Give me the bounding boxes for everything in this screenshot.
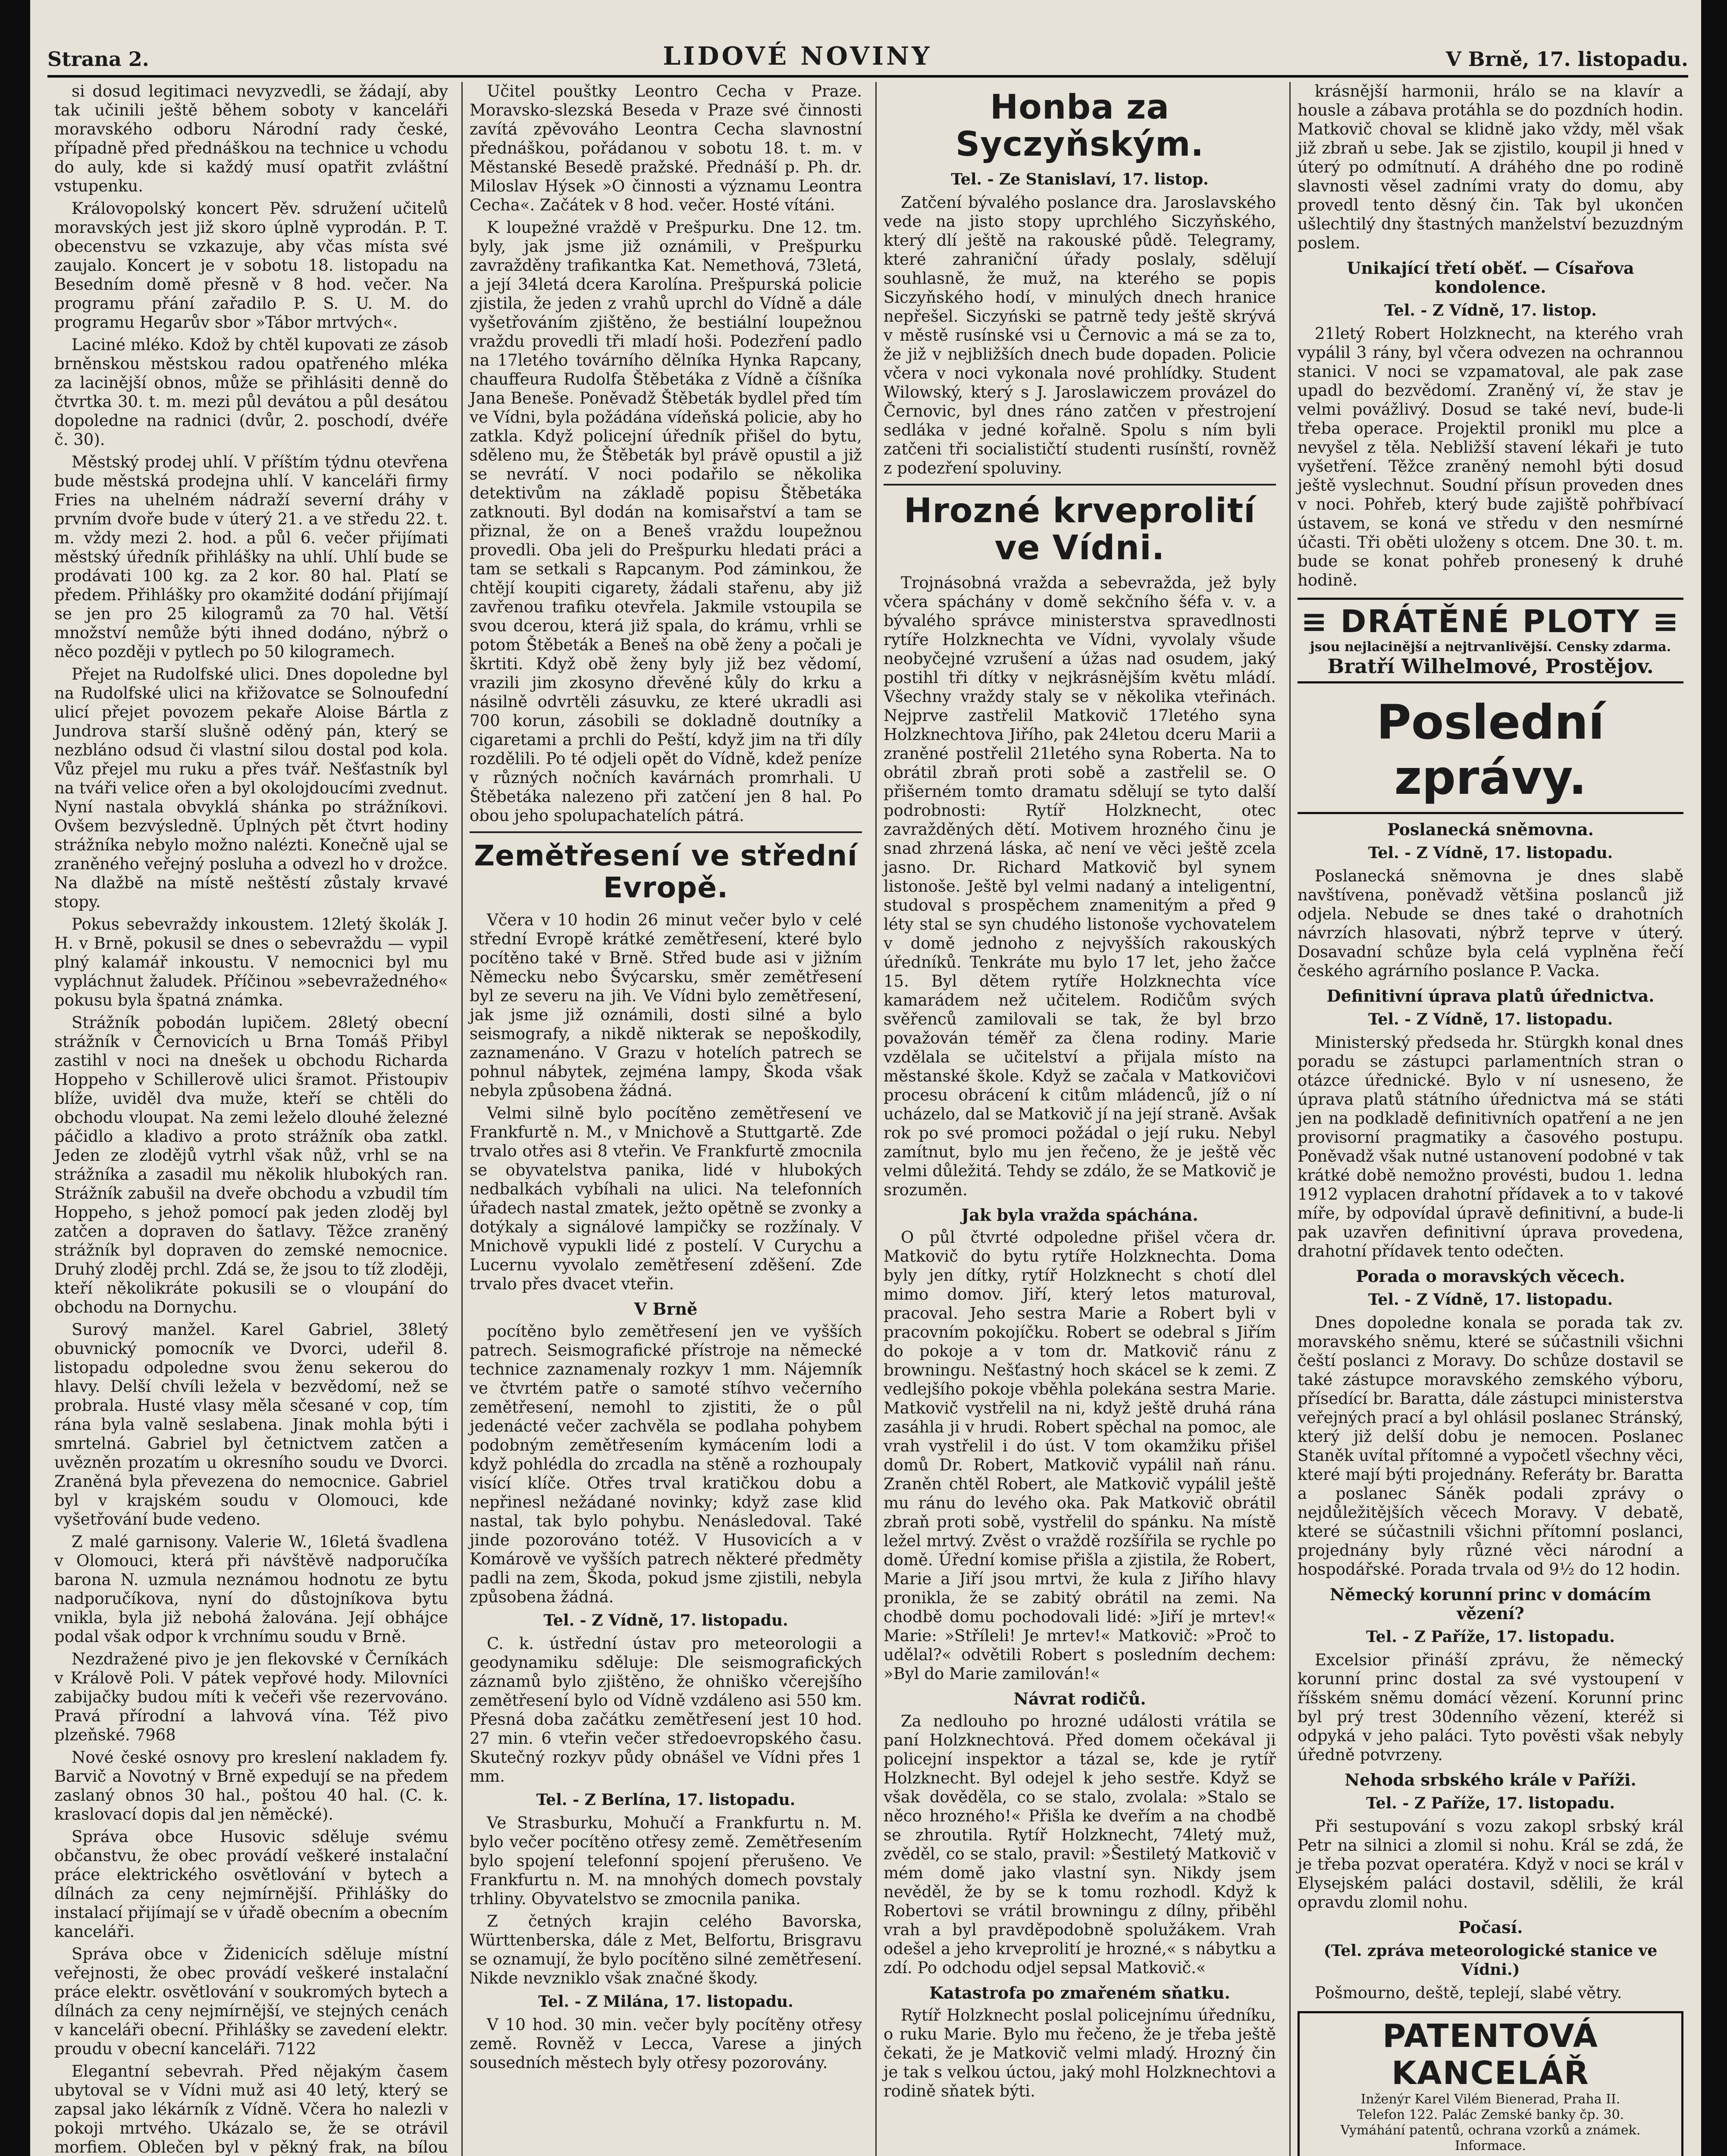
telegram-dateline: Tel. - Z Berlína, 17. listopadu.: [536, 1791, 796, 1809]
patent-line: Vymáhání patentů, ochrana vzorků a známek. Informace.: [1340, 2123, 1641, 2153]
paragraph: Správa obce v Židenicích sděluje místní veřejnosti, že obec provádí veškeré instalační práce elektr. osvětlování v soukromých bytech a dílnách za ceny nejmírnější, ve stejných cenách v kanceláři obecní. Přihlášky se zavedení elektr. proudu v obecní kanceláři. 7122: [54, 1945, 448, 2058]
ad-title: ≡ DRÁTĚNÉ PLOTY ≡: [1301, 603, 1680, 639]
telegram-dateline: Tel. - Z Vídně, 17. listopadu.: [1368, 844, 1613, 862]
column-4: [1289, 82, 1690, 2156]
telegram-dateline: Tel. - Z Vídně, 17. listop.: [1384, 301, 1597, 320]
telegram-dateline: Tel. - Z Paříže, 17. listopadu.: [1366, 1628, 1615, 1646]
columns: [47, 82, 1690, 2156]
paragraph: Elegantní sebevrah. Před nějakým časem ubytoval se v Vídni muž asi 40 letý, který se zapsal jako lékárník z Vídně. Včera ho nalezli v pokoji mrtvého. Ukázalo se, že se otrávil morfiem. Oblečen byl v pěkný frak, na bílou: [54, 2062, 448, 2156]
paragraph: Královopolský koncert Pěv. sdružení učitelů moravských jest již skoro úplně vyprodán. P. T. obecenstvu se vzkazuje, aby včas místa své zaujalo. Koncert je v sobotu 18. listopadu na Besedním domě přesně v 8 hod. večer. Na programu přání zařadilo P. S. U. M. do programu Hegarův sbor »Tábor mrtvých«.: [54, 199, 448, 332]
paragraph: Městský prodej uhlí. V příštím týdnu otevřena bude městská prodejna uhlí. V kanceláři firmy Fries na uhelném nádraží severní dráhy v prvním dvoře bude v úterý 21. a ve středu 22. t. m. vždy mezi 2. hod. a půl 6. večer přijímati městský úředník přihlášky na uhlí. Uhlí bude se prodávati 100 kg. za 2 kor. 80 hal. Platí se předem. Přihlášky pro okamžité dodání přijímají se jen pro 25 kilogramů za 70 hal. Větší množství nemůže býti ihned dodáno, nýbrž o něco později v pytlech po 50 kilogramech.: [54, 453, 448, 661]
headline-earthquake: Zemětřesení ve střední Evropě.: [474, 839, 858, 904]
paragraph: Rytíř Holzknecht poslal policejnímu úředníku, o ruku Marie. Bylo mu řečeno, že je třeba ještě čekati, že je Matkovič velmi mladý. Hrozný čin je tak s velkou úctou, jaký mohl Holzknechtovi a rodině sňatek býti.: [884, 2006, 1276, 2100]
paragraph: Trojnásobná vražda a sebevražda, jež byly včera spáchány v domě sekčního šéfa v. v. a bývalého správce ministerstva spravedlnosti rytíře Holzknechta ve Vídni, vyvolaly všude neobyčejné vzrušení a úžas nad osudem, jaký postihl tři dítky v nejkrásnějším květu mládí. Všechny vraždy staly se v několika vteřinách. Nejprve zastřelil Matkovič 17letého syna Holzknechtova Jiřího, pak 24letou dceru Marii a zraněné postřelil 21letého syna Roberta. Na to obrátil zbraň proti sobě a zastřelil se. O přišerném tomto dramatu sdělují se tyto další podrobnosti: Rytíř Holzknecht, otec zavražděných dětí. Motivem hrozného činu je snad zhrzená láska, ač není ve věci ještě zcela jasno. Dr. Richard Matkovič byl synem listonoše. Ještě byl velmi nadaný a inteligentní, studoval s prospěchem znamenitým a před 9 léty stal se syn chudého listonoše vychovatelem v domě jednoho z nejvyšších rakouských úředníků. Tenkráte mu bylo 17 let, jeho žačce 15. Byl dětem rytíře Holzknechta více kamarádem než učitelem. Rodičům svých svěřenců zamilovali se tak, že byl brzo považován téměř za člena rodiny. Marie vzdělala se učitelství a přijala místo na městanské škole. Když se začala v Matkovičovi procesu obrácení k citům mládenců, jíž o ní ucházelo, dal se Matkovič jí na její straně. Avšak rok po své promoci požádal o její ruku. Nebyl zamítnut, bylo mu jen řečeno, že je ještě věc velmi důležitá. Tehdy se zdálo, že se Matkovič je srozuměn.: [884, 573, 1276, 1199]
paragraph: Laciné mléko. Kdož by chtěl kupovati ze zásob brněnskou městskou radou opatřeného mléka za lacinější obnos, může se přihlásiti denně do čtvrtka 30. t. m. mezi půl devátou a půl desátou dopoledne na radnici (dvůr, 2. poschodí, dvéře č. 30).: [54, 335, 448, 449]
paragraph: Z četných krajin celého Bavorska, Württenberska, dále z Met, Belfortu, Brisgravu se oznamují, že bylo pocítěno silné zemětřesení. Nikde nevzniklo však značné škody.: [470, 1912, 862, 1987]
page-number: Strana 2.: [47, 47, 149, 71]
paragraph: Z malé garnisony. Valerie W., 16letá švadlena v Olomouci, která při návštěvě nadporučíka barona N. uzmula neznámou hodnotu ze bytu nadporučíkova, nyní do důstojníkova bytu vnikla, byla již nebohá žalována. Její obhájce podal však odpor k vrchnímu soudu v Brně.: [54, 1532, 448, 1646]
subhead: Návrat rodičů.: [1013, 1689, 1146, 1708]
subhead: Unikající třetí oběť. — Císařova kondolence.: [1347, 258, 1634, 297]
latest-news-heading: Poslední zprávy.: [1298, 691, 1683, 814]
weather-heading: Počasí.: [1458, 1918, 1523, 1937]
paragraph: Nezdražené pivo je jen flekovské v Černíkách v Králově Poli. V pátek vepřové hody. Milovníci zabijačky budou míti k večeři vše rezervováno. Pravá přírodní a lahvová vína. Též pivo plzeňské. 7968: [54, 1650, 448, 1744]
paragraph: krásnější harmonii, hrálo se na klavír a housle a zábava protáhla se do pozdních hodin. Matkovič choval se klidně jako vždy, měl však již zbraň u sebe. Jak se zjistilo, koupil ji hned v úterý po odmítnutí. A dráhého dne po rodině slavnosti věsel zadními vraty do domu, aby provedl tento děsný čin. Tak byl ukončen ušlechtilý dny štastných manželství bezuzdným poslem.: [1298, 82, 1683, 252]
patent-title: PATENTOVÁ KANCELÁŘ: [1382, 2018, 1598, 2092]
headline-syczynsky: Honba za Syczyňským.: [955, 88, 1204, 164]
paragraph: Při sestupování s vozu zakopl srbský král Petr na silnici a zlomil si nohu. Král se zdá, že je třeba pozvat operatéra. Když v noci se král v Elysejském paláci dostavil, sdělili, že král opravdu zlomil nohu.: [1298, 1817, 1683, 1912]
divider: [884, 484, 1276, 486]
paragraph: Velmi silně bylo pocítěno zemětřesení ve Frankfurtě n. M., v Mnichově a Stuttgartě. Zde trvalo otřes asi 8 vteřin. Ve Frankfurtě zmocnila se obyvatelstva panika, lidé v hlubokých nedbalkách vybíhali na ulici. Na telefonních úřadech nastal zmatek, ježto opětně se zvonky a dotýkaly a signálové lampičky se rozžínaly. V Mnichově vypukli lidé z postelí. V Curychu a Lucernu vyvolalo zemětřesení zděšení. Zde trvalo přes dvacet vteřin.: [470, 1104, 862, 1293]
subhead: Německý korunní princ v domácím vězení?: [1329, 1585, 1652, 1623]
paragraph: Excelsior přináší zprávu, že německý korunní princ dostal za své vystoupení v říšském sněmu domácí vězení. Korunní princ byl prý trest 30denního vězení, kteréž si odpyká v jeho paláci. Tyto pověsti však nebyly úředně potvrzeny.: [1298, 1651, 1683, 1764]
patent-line: Inženýr Karel Vilém Bienerad, Praha II.: [1360, 2092, 1620, 2107]
paragraph: Přejet na Rudolfské ulici. Dnes dopoledne byl na Rudolfské ulici na křižovatce se Solnoufední ulicí přejet povozem pekaře Aloise Bártla z Jundrova starší slušně oděný pán, který se nezbláno odsud či vlastní silou dostal pod kola. Vůz přejel mu ruku a přes tvář. Nešťastník byl na tváři velice ořen a byl okolojdoucími zvednut. Nyní nastala obvyklá shánka po strážníkovi. Ovšem bezvýsledně. Úplných pět čtvrt hodiny strážníka nebylo možno nalézti. Konečně ujal se zraněného veřejný posluha a odvezl ho v drožce. Na dlažbě na místě neštěstí zůstaly krvavé stopy.: [54, 665, 448, 911]
subhead: Katastrofa po zmařeném sňatku.: [929, 1983, 1230, 2002]
telegram-dateline: Tel. - Ze Stanislaví, 17. listop.: [951, 170, 1209, 188]
subhead: Definitivní úprava platů úřednictva.: [1326, 986, 1655, 1006]
telegram-dateline: Tel. - Z Vídně, 17. listopadu.: [1368, 1291, 1613, 1309]
telegram-dateline: Tel. - Z Milána, 17. listopadu.: [538, 1993, 793, 2011]
column-1: [47, 82, 455, 2156]
paragraph: Surový manžel. Karel Gabriel, 38letý obuvnický pomocník ve Dvorci, udeřil 8. listopadu odpoledne svou ženu sekerou do hlavy. Delší chvíli ležela v bezvědomí, než se probrala. Husté vlasy měla sčesané v cop, tím rána byla valně seslabena. Jinak mohla býti i smrtelná. Gabriel byl četnictvem zatčen a uvězněn prozatím u okresního soudu ve Dvorci. Zraněná byla převezena do nemocnice. Gabriel byl v krajském soudu v Olomouci, kde vyšetřování bude vedeno.: [54, 1320, 448, 1529]
paragraph: Ve Strasburku, Mohučí a Frankfurtu n. M. bylo večer pocítěno otřesy země. Zemětřesením bylo spojení telefonní spojení přerušeno. Ve Frankfurtu n. M. na mnohých domech povstaly trhliny. Obyvatelstvo se zmocnila panika.: [470, 1814, 862, 1908]
ad-subtitle: jsou nejlacinější a nejtrvanlivější. Censky zdarma.: [1310, 639, 1671, 655]
column-2: [461, 82, 869, 2156]
patent-office-advertisement: [1298, 2011, 1683, 2156]
paragraph: C. k. ústřední ústav pro meteorologii a geodynamiku sděluje: Dle seismografických záznamů bylo zjištěno, že ohniško včerejšího zemětřesení bylo od Vídně vzdáleno asi 550 km. Přesná doba začátku zemětřesení jest 10 hod. 27 min. 6 vteřin večer středoevropského času. Skutečný rozkyv půdy obnášel ve Vídni přes 1 mm.: [470, 1634, 862, 1786]
paragraph: K loupežné vraždě v Prešpurku. Dne 12. tm. byly, jak jsme již oznámili, v Prešpurku zavražděny trafikantka Kat. Nemethová, 73letá, a její 34letá dcera Karolína. Prešpurská policie zjistila, že jeden z vrahů uprchl do Vídně a dále vyšetřováním zjištěno, že bestiální loupežnou vraždu provedli tři mladí hoši. Podezření padlo na 17letého továrního dělníka Hynka Rapcany, chauffeura Rudolfa Štěbetáka z Vídně a číšníka Jana Beneše. Poněvadž Štěbeták bydlel před tím ve Vídni, byla požádána vídeňská policie, aby ho zatkla. Když policejní úředník přišel do bytu, sděleno mu, že Štěbeták byl právě opustil a již se nevrátí. V noci podařilo se několika detektivům na základě popisu Štěbetáka zatknouti. Byl dodán na komisařství a tam se přiznal, že on a Beneš vraždu loupežnou provedli. Oba jeli do Prešpurku hledati práci a tam se setkali s Rapcanym. Pod záminkou, že chtějí koupiti cigarety, žádali stařenu, aby již zavřenou trafiku otevřela. Jakmile vstoupila se svou dcerou, která již spala, do krámu, vrhli se potom Štěbeták a Beneš na obě ženy a počali je škrtiti. Když obě ženy byly již bez vědomí, vrazili jim zkosyno dřevěné kůly do krku a násilně odvrtěli zásuvku, ze které ukradli asi 700 korun, zásobili se dokladně doutníky a cigaretami a prchli do Peští, když jim na tři díly rozdělili. Po té odjeli opět do Vídně, kdež peníze v různých nočních kavárnách promrhali. U Štěbetáka nalezeno při zatčení jen 8 hal. Po obou jeho spolupachatelích pátrá.: [470, 218, 862, 825]
dateline: V Brně, 17. listopadu.: [1446, 47, 1688, 71]
paragraph: pocítěno bylo zemětřesení jen ve vyšších patrech. Seismografické přístroje na německé technice zaznamenaly rozkyv 1 mm. Nájemník ve čtvrtém patře o samoté stíhvo večerního zemětřesení, nemohl to zjistiti, že o půl jedenácté večer zachvěla se podlaha pohybem podobným zemětřesením kymácením lodi a když pohlédla do zrcadla na stěně a rozhoupaly visící klíče. Otřes trval kratičkou dobu a nepřinesl nežádané novinky; když zase klid nastal, tak bylo pohybu. Nenásledoval. Také jinde pozorováno totéž. V Husovicích a v Komárově ve vyšších patrech některé předměty padli na zem, Škoda, pokud jsme zjistili, nebyla způsobena žádná.: [470, 1322, 862, 1606]
paragraph: V 10 hod. 30 min. večer byly pocítěny otřesy země. Rovněž v Lecca, Varese a jiných sousedních městech byly otřesy pozorovány.: [470, 2015, 862, 2072]
paragraph: si dosud legitimaci nevyzvedli, se žádají, aby tak učinili ještě během soboty v kanceláři moravského odboru Národní rady české, případně před přednáškou na technice u vchodu do auly, kde si každý musí opatřit zvláštní vstupenku.: [54, 82, 448, 195]
subhead: Jak byla vražda spáchána.: [961, 1205, 1198, 1225]
paragraph: Nové české osnovy pro kreslení nakladem fy. Barvič a Novotný v Brně expedují se na předem zaslaný obnos 30 hal., poštou 40 hal. (C. k. kraslovací dopis dal jen něměcké).: [54, 1748, 448, 1824]
paragraph: Správa obce Husovic sděluje svému občanstvu, že obec provádí veškeré instalační práce elektrického osvětlování v bytech a dílnách za ceny nejmírnější. Přihlášky do instalací přijímají se v úřadě obecním a obecním kanceláři.: [54, 1827, 448, 1941]
telegram-dateline: Tel. - Z Paříže, 17. listopadu.: [1366, 1794, 1615, 1812]
paragraph: Strážník pobodán lupičem. 28letý obecní strážník v Černovicích u Brna Tomáš Přibyl zastihl v noci na dnešek u obchodu Richarda Hoppeho v Schillerově ulici šramot. Přistoupiv blíže, uviděl dva muže, kteří se chtěli do obchodu vloupat. Na zemi leželo dlouhé železné páčidlo a kladivo a proto strážník oba zatkl. Jeden ze zlodějů vytrhl však nůž, vrhl se na strážníka a zasadil mu několik hlubokých ran. Strážník zabušil na dveře obchodu a vzbudil tím Hoppeho, s jehož pomocí pak jeden zloděj byl zatčen a dopraven do šatlavy. Těžce zraněný strážník byl dopraven do zemské nemocnice. Druhý zloděj prchl. Zdá se, že jsou to tíž zloději, kteří několikráte pokusili se o vloupání do obchodu na Dornychu.: [54, 1013, 448, 1316]
ad-company: Bratří Wilhelmové, Prostějov.: [1327, 655, 1654, 678]
page-header: [47, 26, 1688, 78]
subhead: Porada o moravských věcech.: [1356, 1266, 1625, 1286]
weather-text: Pošmourno, deště, teplejí, slabé větry.: [1315, 1984, 1622, 2002]
column-3: [875, 82, 1283, 2156]
paragraph: 21letý Robert Holzknecht, na kterého vrah vypálil 3 rány, byl včera odvezen na ochrannou stanici. V noci se vzpamatoval, ale pak zase upadl do bezvědomí. Zraněný ví, že stav je velmi povážlivý. Dosud se také neví, bude-li třeba operace. Projektil pronikl mu plce a nevyšel z těla. Nebližší stavení lékaři je tuto vyšetření. Těžce zraněný nemohl býti dosud ještě vyslechnut. Soudní přísun proveden dnes v noci. Pohřeb, který bude zajiště pohřbívací ústavem, se koná ve středu v den nesmírné účasti. Tři oběti uloženy s otcem. Dne 30. t. m. bude se konat pohřeb pronesený k druhé hodině.: [1298, 324, 1683, 589]
telegram-dateline: Tel. - Z Vídně, 17. listopadu.: [543, 1611, 788, 1630]
paragraph: Učitel pouštky Leontro Cecha v Praze. Moravsko-slezská Beseda v Praze své činnosti zavítá zpěvováho Leontra Cecha slavnostní přednáškou, pořádanou v sobotu 18. t. m. v Městanské Besedě pražské. Přednáší p. Ph. dr. Miloslav Hýsek »O činnosti a významu Leontra Cecha«. Začátek v 8 hod. večer. Hosté vítáni.: [470, 82, 862, 214]
subhead: Poslanecká sněmovna.: [1387, 820, 1594, 839]
subhead: V Brně: [634, 1299, 698, 1319]
telegram-dateline: Tel. - Z Vídně, 17. listopadu.: [1368, 1010, 1613, 1028]
paragraph: Pokus sebevraždy inkoustem. 12letý školák J. H. v Brně, pokusil se dnes o sebevraždu — vypil plný kalamář inkoustu. V nemocnici byl mu vypláchnut žaludek. Příčinou »sebevražedného« pokusu byla špatná známka.: [54, 915, 448, 1009]
subhead: Nehoda srbského krále v Paříži.: [1345, 1770, 1636, 1789]
paragraph: Ministerský předseda hr. Stürgkh konal dnes poradu se zástupci parlamentních stran o otázce úřednické. Bylo v ní usneseno, že úprava platů státního úřednictva má se státi jen na podkladě definitivních opatření a ne jen provisorní pragmatiky a časového postupu. Poněvadž však nutné ustanovení podobné v tak krátké době nemožno provésti, budou 1. ledna 1912 vyplacen drahotní přídavek a to v takové míře, by odpovídal úpravě definitivní, a bude-li pak uzavřen definitivní úprava provedena, drahotní přídavek tento odečten.: [1298, 1033, 1683, 1260]
masthead: LIDOVÉ NOVINY: [663, 41, 932, 71]
headline-vienna-bloodshed: Hrozné krveprolití ve Vídni.: [904, 492, 1256, 567]
paragraph: Včera v 10 hodin 26 minut večer bylo v celé střední Evropě krátké zemětřesení, které bylo pocítěno také v Brně. Střed bude asi v jižním Německu nebo Švýcarsku, směr zemětřesení byl ze severu na jih. Ve Vídni bylo zemětřesení, jak jsme již oznámili, dosti silné a bylo seismografy, a nikdě nikterak se nepoškodily, zaznamenáno. V Grazu v hotelích patrech se pohnul nábytek, zejména lampy, Škoda však nebyla způsobena žádná.: [470, 911, 862, 1100]
fence-advertisement: [1298, 598, 1683, 683]
paragraph: O půl čtvrté odpoledne přišel včera dr. Matkovič do bytu rytíře Holzknechta. Doma byly jen dítky, rytíř Holzknecht s chotí dlel mimo domov. Jiří, který letos maturoval, pracoval. Jeho sestra Marie a Robert byli v pracovním pokojíčku. Robert se odebral s Jiřím do pokoje a v tom dr. Matkovič ránu z browningu. Nešťastný hoch skácel se k zemi. Z vedlejšího pokoje vběhla polekána sestra Marie. Matkovič vystřelil na ni, když ještě druhá rána zasáhla ji v hrudi. Robert spěchal na pomoc, ale vrah vystřelil i do úst. V tom okamžiku přišel domů Dr. Robert, Matkovič vypálil naň ránu. Zraněn chtěl Robert, ale Matkovič vypálil ještě mu ránu do levého oka. Pak Matkovič obrátil zbraň proti sobě, vystřelil do spánku. Na místě ležel mrtvý. Zvěst o vraždě rozšířila se rychle po domě. Úřední komise přišla a zjistila, že Robert, Marie a Jiří jsou mrtvi, že kula z Jiřího hlavy pronikla, že se zabitý obrátil na zemi. Na chodbě domu pochodovali lidé: »Jiří je mrtev!« Marie: »Stříleli! Je mrtev!« Matkovič: »Proč to udělal?« odvětili Robert s posledním dechem: »Byl do Marie zamilován!«: [884, 1228, 1276, 1683]
scan-edge-left: [0, 0, 30, 2156]
paragraph: Dnes dopoledne konala se porada tak zv. moravského sněmu, které se súčastnili všichni čeští poslanci z Moravy. Do schůze dostavil se také zástupce moravského zemského výboru, přísedící br. Baratta, dále zástupci ministerstva veřejných prací a byl ohlásil poslanec Stránský, který již delší dobu je nemocen. Poslanec Staněk uvítal přítomné a vypočetl všechny věci, které mají býti projednány. Referáty br. Baratta a poslanec Sáněk podali zprávy o nejdůležitějších věcech Moravy. V debatě, které se súčastnili všichni přítomní poslanci, projednány byly různé věci národní a hospodářské. Porada trvala od 9½ do 12 hodin.: [1298, 1313, 1683, 1579]
scan-edge-right: [1701, 0, 1727, 2156]
paragraph: Poslanecká sněmovna je dnes slabě navštívena, poněvadž většina poslanců již odjela. Nebude se dnes také o drahotních návrzích hlasovati, nýbrž teprve v úterý. Dosavadní schůze byla celá vyplněna řečí českého agrárního poslance P. Vacka.: [1298, 867, 1683, 980]
divider: [470, 831, 862, 833]
paragraph: Za nedlouho po hrozné události vrátila se paní Holzknechtová. Před domem očekával ji policejní inspektor a tázal se, kde je rytíř Holzknecht. Byl odejel k jeho sestře. Když se však dověděla, co se stalo, zvolala: »Stalo se něco hrozného!« Přišla ke dveřím a na chodbě se zhroutila. Rytíř Holzknecht, 74letý muž, zvěděl, co se stalo, pravil: »Šestiletý Matkovič v mém domě jako vlastní syn. Nikdy jsem nevěděl, že by se k tomu rozhodl. Když k Robertovi se vrátil browningu z dílny, přiběhl vrah a byl pravděpodobně spolužákem. Vrah odešel a jeho krveprolití je hrozné,« s nábytku a zdí. Po odchodu odjel sepsal Matkovič.«: [884, 1712, 1276, 1977]
paragraph: Zatčení bývalého poslance dra. Jaroslavského vede na jisto stopy uprchlého Siczyňského, který dlí ještě na rakouské půdě. Telegramy, které zahraniční úřady poslaly, sdělují souhlasně, že muž, na kterého se popis Siczyňského hodí, v minulých dnech hranice nepřešel. Siczyński se patrně tedy ještě skrývá v městě rusínské vsi u Černovic a má se za to, že již v nejbližších dnech bude dopaden. Policie včera v noci vykonala nové prohlídky. Student Wilowský, který s J. Jaroslawiczem provázel do Černovic, byl dnes ráno zatčen v přestrojení sedláka v jedné kořalně. Spolu s ním byli zatčeni tři socialističtí studenti rusínští, rovněž z podezření spoluviny.: [884, 193, 1276, 477]
weather-source: (Tel. zpráva meteorologické stanice ve Vídni.): [1323, 1942, 1658, 1979]
patent-line: Telefon 122. Palác Zemské banky čp. 30.: [1357, 2107, 1624, 2122]
